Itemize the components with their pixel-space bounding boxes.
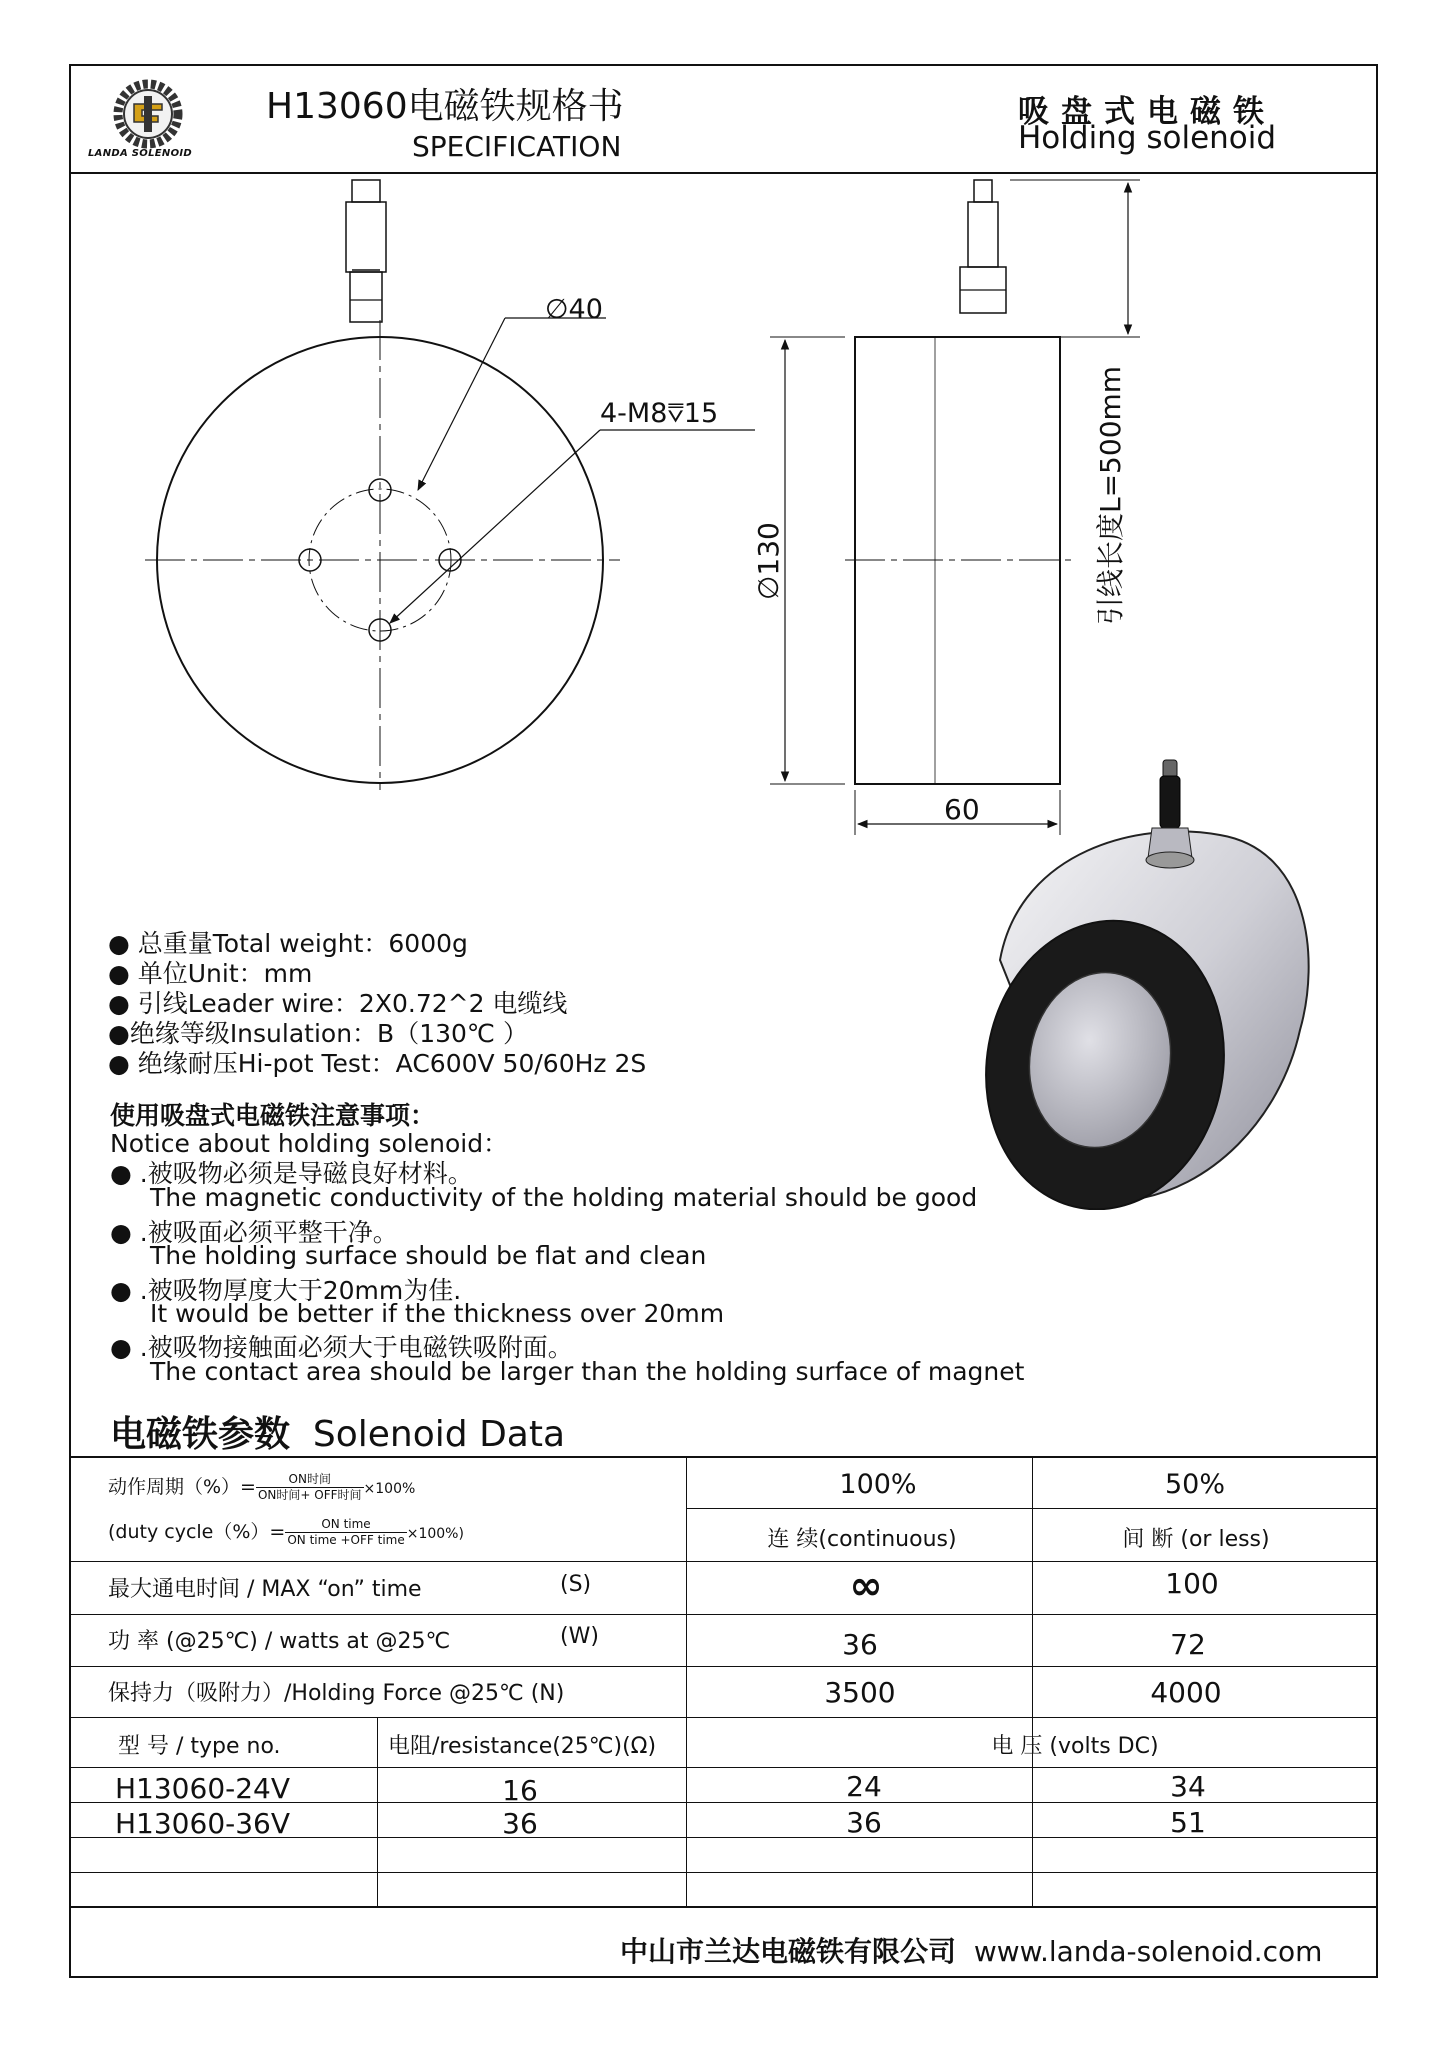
spec-hipot: ● 绝缘耐压Hi-pot Test：AC600V 50/60Hz 2S [108,1049,647,1078]
notice-item-cn: ● .被吸物厚度大于20mm为佳. [110,1276,462,1305]
duty-cn-denominator: ON时间+ OFF时间 [257,1488,362,1502]
spec-weight: ● 总重量Total weight：6000g [108,929,468,958]
thread-dimension: 4-M8⩢15 [600,398,719,429]
duty-cn-numerator: ON时间 [256,1472,364,1488]
model-resistance: 16 [502,1774,538,1807]
duty-en-suffix: ×100%) [406,1526,464,1542]
holding-force-continuous: 3500 [824,1676,896,1709]
duty-cycle-cn [108,1472,415,1503]
duty-cn-suffix: ×100% [363,1481,416,1497]
model-voltage-intermittent: 51 [1170,1806,1206,1839]
duty-50-percent: 50% [1164,1469,1226,1500]
notice-item-cn: ● .被吸物必须是导磁良好材料。 [110,1159,473,1188]
spec-leader-wire: ● 引线Leader wire：2X0.72^2 电缆线 [108,989,568,1018]
duty-100-percent: 100% [839,1469,917,1500]
duty-cycle-en [108,1517,464,1548]
model-name: H13060-36V [115,1807,291,1840]
product-type-cn: 吸盘式电磁铁 [1018,94,1276,130]
company-website: www.landa-solenoid.com [973,1935,1323,1968]
max-on-time-continuous: ∞ [849,1563,883,1609]
length-dimension: 60 [944,793,980,826]
duty-en-denominator: ON time +OFF time [287,1533,405,1547]
company-name-cn: 中山市兰达电磁铁有限公司 [620,1935,957,1968]
duty-cn-fraction [256,1472,364,1503]
notice-item-en: The contact area should be larger than the holding surface of magnet [150,1357,1025,1386]
duty-cn-prefix: 动作周期（%）= [108,1476,256,1498]
max-on-time-unit: (S) [560,1572,592,1597]
spec-unit: ● 单位Unit：mm [108,959,313,988]
max-on-time-label: 最大通电时间 / MAX “on” time [108,1577,422,1602]
diameter-dimension: ∅130 [752,522,785,600]
duty-en-prefix: (duty cycle（%）= [108,1521,286,1543]
holding-force-label: 保持力（吸附力）/Holding Force @25℃ (N) [108,1681,565,1706]
product-type-en: Holding solenoid [1018,120,1277,156]
side-view [770,180,1140,835]
notice-item-en: The holding surface should be flat and clean [150,1241,707,1270]
section-title-cn: 电磁铁参数 [110,1414,291,1455]
column-type-no: 型 号 / type no. [118,1734,281,1759]
notice-item-en: It would be better if the thickness over 20mm [150,1299,725,1328]
column-resistance: 电阻/resistance(25℃)(Ω) [388,1734,657,1759]
model-voltage-intermittent: 34 [1170,1770,1206,1803]
notice-title-cn: 使用吸盘式电磁铁注意事项： [110,1101,436,1130]
document-title-cn: H13060电磁铁规格书 [266,86,624,127]
document-title-en: SPECIFICATION [412,130,622,163]
section-title-en: Solenoid Data [312,1414,566,1455]
model-name: H13060-24V [115,1772,291,1805]
notice-item-cn: ● .被吸物接触面必须大于电磁铁吸附面。 [110,1333,573,1362]
power-unit: (W) [560,1624,599,1649]
duty-en-fraction [285,1517,406,1548]
power-intermittent: 72 [1170,1628,1206,1661]
max-on-time-intermittent: 100 [1165,1567,1219,1600]
holding-force-intermittent: 4000 [1150,1676,1222,1709]
logo-text: LANDA SOLENOID [88,148,192,159]
mode-intermittent: 间 断 (or less) [1122,1527,1270,1552]
company-footer [620,1930,1322,1970]
power-label: 功 率 (@25℃) / watts at @25℃ [108,1629,451,1654]
solenoid-3d-render [980,740,1325,1210]
power-continuous: 36 [842,1628,878,1661]
notice-item-cn: ● .被吸面必须平整干净。 [110,1218,398,1247]
model-voltage-continuous: 24 [846,1770,882,1803]
solenoid-data-title [110,1406,565,1457]
mode-continuous: 连 续(continuous) [767,1527,957,1552]
spec-insulation: ●绝缘等级Insulation：B（130℃ ） [108,1019,528,1048]
column-voltage: 电 压 (volts DC) [991,1734,1159,1759]
front-view [145,180,755,790]
model-resistance: 36 [502,1807,538,1840]
duty-en-numerator: ON time [285,1517,406,1533]
notice-item-en: The magnetic conductivity of the holding material should be good [150,1183,978,1212]
model-voltage-continuous: 36 [846,1806,882,1839]
notice-title-en: Notice about holding solenoid： [110,1129,509,1158]
hole-circle-dimension: ∅40 [545,294,603,325]
lead-length-dimension: 引线长度L=500mm [1094,365,1127,625]
